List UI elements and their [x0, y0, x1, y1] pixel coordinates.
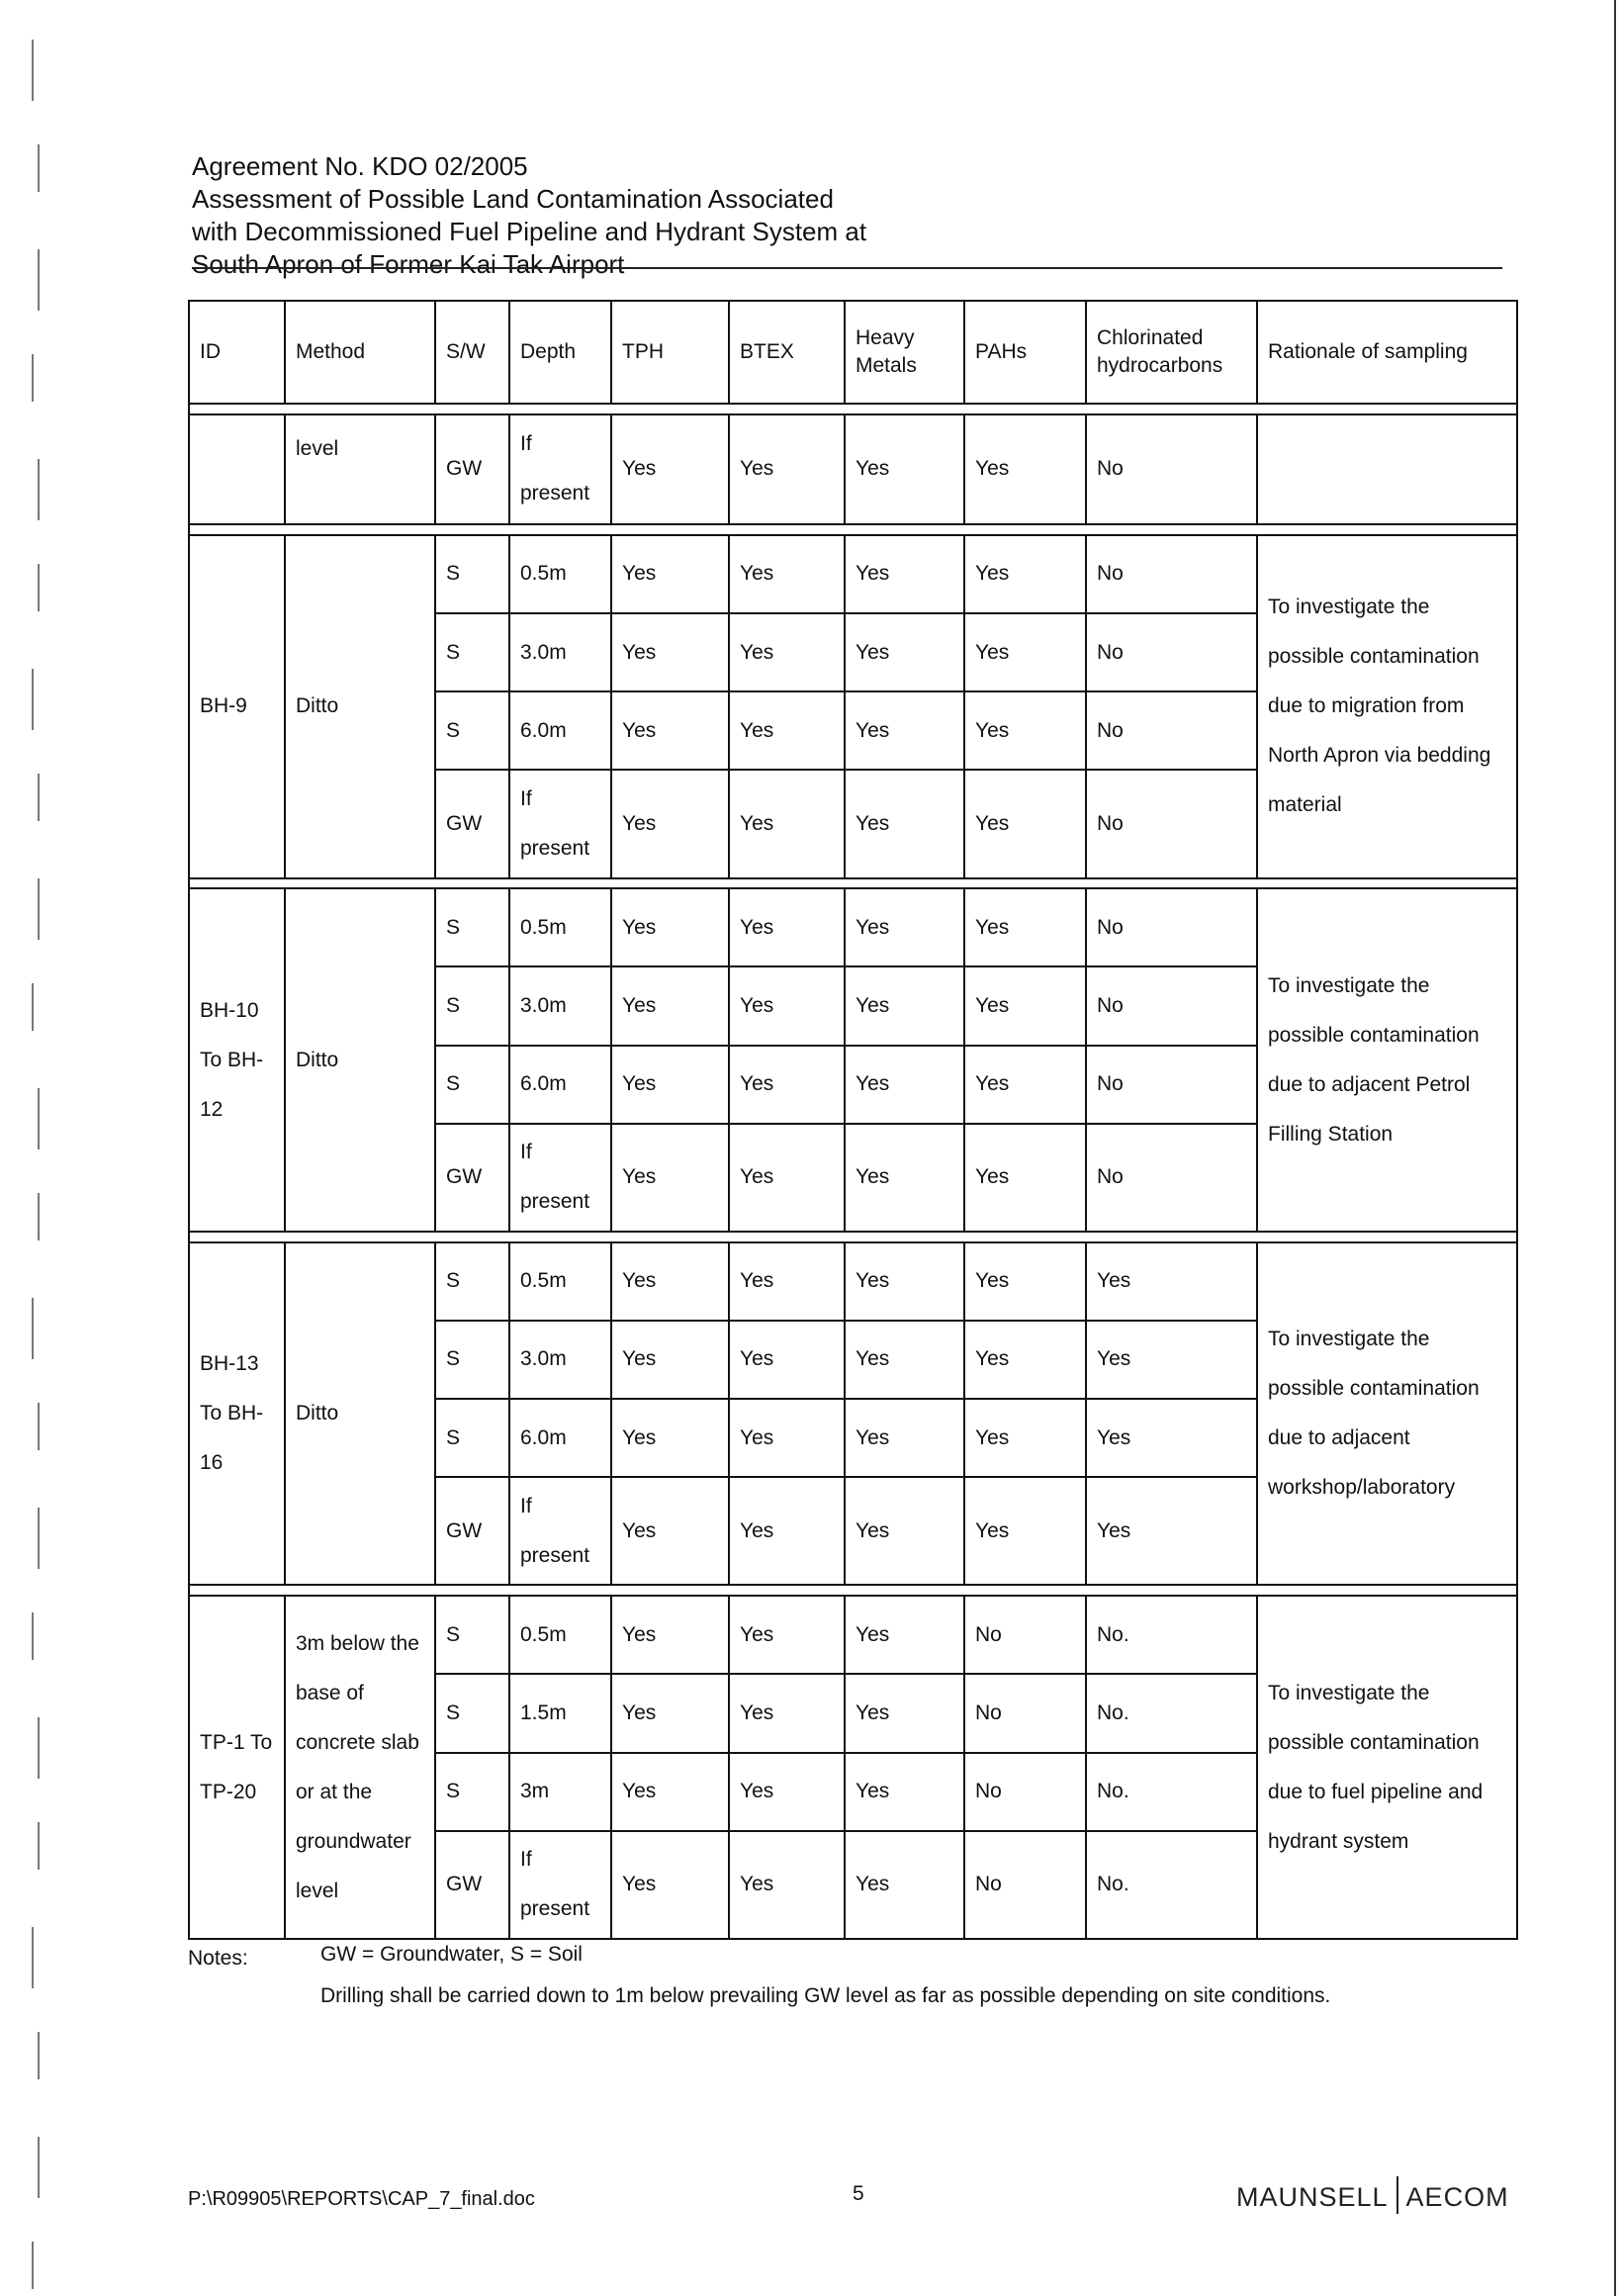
table-blocks [189, 524, 1517, 1939]
binding-mark [32, 40, 38, 101]
col-header-chlorinated: Chlorinated hydrocarbons [1086, 301, 1257, 404]
btex-cell: Yes [729, 770, 845, 877]
depth-cell: If present [509, 414, 611, 524]
col-header-tph: TPH [611, 301, 729, 404]
pahs-cell: Yes [964, 1321, 1086, 1399]
tph-cell: Yes [611, 1477, 729, 1585]
logo-divider [1396, 2176, 1398, 2214]
chlorinated-cell: Yes [1086, 1399, 1257, 1477]
block-spacer [189, 404, 1517, 414]
id-cell: BH-9 [189, 535, 285, 878]
header-line-title-2: with Decommissioned Fuel Pipeline and Hydrant System at [192, 217, 867, 246]
tph-cell: Yes [611, 1242, 729, 1321]
sw-cell: S [435, 1242, 509, 1321]
tph-cell: Yes [611, 535, 729, 613]
chlorinated-cell: No [1086, 770, 1257, 877]
notes-legend: GW = Groundwater, S = Soil [320, 1943, 583, 1966]
page-edge-line [1614, 0, 1616, 2296]
col-header-heavy-metals: Heavy Metals [845, 301, 964, 404]
pahs-cell: Yes [964, 1046, 1086, 1124]
depth-cell: If present [509, 1831, 611, 1939]
binding-mark [38, 2032, 44, 2079]
sw-cell: S [435, 1753, 509, 1831]
heavy-metals-cell: Yes [845, 1477, 964, 1585]
pahs-cell: Yes [964, 1124, 1086, 1232]
sw-cell: S [435, 888, 509, 966]
btex-cell: Yes [729, 1242, 845, 1321]
block-spacer [189, 878, 1517, 889]
btex-cell: Yes [729, 966, 845, 1045]
chlorinated-cell: No [1086, 535, 1257, 613]
chlorinated-cell: No [1086, 1124, 1257, 1232]
table-row [189, 888, 1517, 966]
binding-mark [38, 1822, 44, 1870]
depth-cell: 0.5m [509, 888, 611, 966]
tph-cell: Yes [611, 613, 729, 691]
heavy-metals-cell: Yes [845, 691, 964, 770]
chlorinated-cell: No. [1086, 1674, 1257, 1752]
company-logo [1236, 2176, 1509, 2214]
btex-cell: Yes [729, 1477, 845, 1585]
table-row [189, 414, 1517, 524]
header-line-title-1: Assessment of Possible Land Contamination Associated [192, 184, 834, 214]
binding-mark [32, 354, 38, 402]
chlorinated-cell: No [1086, 414, 1257, 524]
binding-mark [32, 2242, 38, 2289]
page-number: 5 [853, 2182, 864, 2205]
chlorinated-cell: No. [1086, 1831, 1257, 1939]
pahs-cell: Yes [964, 1242, 1086, 1321]
method-cell: Ditto [285, 1242, 435, 1586]
sw-cell: S [435, 535, 509, 613]
binding-mark [32, 1298, 38, 1359]
table-row [189, 1242, 1517, 1321]
col-header-sw: S/W [435, 301, 509, 404]
sw-cell: S [435, 613, 509, 691]
pahs-cell: Yes [964, 888, 1086, 966]
table-row [189, 535, 1517, 613]
binding-mark [38, 2137, 44, 2198]
heavy-metals-cell: Yes [845, 1674, 964, 1752]
col-header-rationale: Rationale of sampling [1257, 301, 1517, 404]
tph-cell: Yes [611, 966, 729, 1045]
col-header-pahs: PAHs [964, 301, 1086, 404]
btex-cell: Yes [729, 1046, 845, 1124]
heavy-metals-cell: Yes [845, 1321, 964, 1399]
heavy-metals-cell: Yes [845, 1399, 964, 1477]
method-cell: Ditto [285, 888, 435, 1232]
binding-mark [32, 983, 38, 1031]
rationale-cell: To investigate the possible contamination due to fuel pipeline and hydrant system [1257, 1596, 1517, 1939]
tph-cell: Yes [611, 1753, 729, 1831]
sw-cell: GW [435, 1831, 509, 1939]
depth-cell: 3.0m [509, 1321, 611, 1399]
btex-cell: Yes [729, 1596, 845, 1674]
table-header-row [189, 301, 1517, 404]
binding-marks [18, 0, 67, 2296]
tph-cell: Yes [611, 414, 729, 524]
sw-cell: GW [435, 1477, 509, 1585]
depth-cell: 6.0m [509, 1046, 611, 1124]
binding-mark [38, 1403, 44, 1450]
tph-cell: Yes [611, 1046, 729, 1124]
heavy-metals-cell: Yes [845, 888, 964, 966]
id-cell: BH-10 To BH-12 [189, 888, 285, 1232]
heavy-metals-cell: Yes [845, 1242, 964, 1321]
binding-mark [38, 774, 44, 821]
method-cell: 3m below the base of concrete slab or at the groundwater level [285, 1596, 435, 1939]
header-line-title-3: South Apron of Former Kai Tak Airport [192, 249, 625, 279]
id-cell: BH-13 To BH-16 [189, 1242, 285, 1586]
rationale-cell: To investigate the possible contamination due to migration from North Apron via bedding material [1257, 535, 1517, 878]
binding-mark [38, 1088, 44, 1149]
binding-mark [38, 1508, 44, 1569]
pahs-cell: Yes [964, 414, 1086, 524]
btex-cell: Yes [729, 1831, 845, 1939]
tph-cell: Yes [611, 1321, 729, 1399]
pahs-cell: No [964, 1831, 1086, 1939]
tph-cell: Yes [611, 691, 729, 770]
heavy-metals-cell: Yes [845, 1124, 964, 1232]
tph-cell: Yes [611, 770, 729, 877]
btex-cell: Yes [729, 1753, 845, 1831]
btex-cell: Yes [729, 1321, 845, 1399]
binding-mark [38, 249, 44, 311]
heavy-metals-cell: Yes [845, 1753, 964, 1831]
tph-cell: Yes [611, 1124, 729, 1232]
binding-mark [38, 1193, 44, 1240]
footer-file-path: P:\R09905\REPORTS\CAP_7_final.doc [188, 2188, 535, 2210]
binding-mark [32, 1612, 38, 1660]
depth-cell: If present [509, 1124, 611, 1232]
heavy-metals-cell: Yes [845, 1831, 964, 1939]
id-cell [189, 414, 285, 524]
binding-mark [38, 564, 44, 611]
sw-cell: GW [435, 770, 509, 877]
sw-cell: S [435, 1674, 509, 1752]
notes-label: Notes: [188, 1947, 248, 1970]
depth-cell: 3m [509, 1753, 611, 1831]
pahs-cell: Yes [964, 613, 1086, 691]
col-header-method: Method [285, 301, 435, 404]
heavy-metals-cell: Yes [845, 613, 964, 691]
depth-cell: 0.5m [509, 1596, 611, 1674]
table-row [189, 1596, 1517, 1674]
depth-cell: 6.0m [509, 691, 611, 770]
sw-cell: S [435, 1596, 509, 1674]
sw-cell: S [435, 1046, 509, 1124]
binding-mark [38, 144, 44, 192]
chlorinated-cell: No [1086, 691, 1257, 770]
btex-cell: Yes [729, 1674, 845, 1752]
depth-cell: 0.5m [509, 1242, 611, 1321]
sw-cell: GW [435, 414, 509, 524]
btex-cell: Yes [729, 613, 845, 691]
pahs-cell: Yes [964, 770, 1086, 877]
binding-mark [32, 1927, 38, 1988]
chlorinated-cell: Yes [1086, 1321, 1257, 1399]
depth-cell: 1.5m [509, 1674, 611, 1752]
col-header-btex: BTEX [729, 301, 845, 404]
heavy-metals-cell: Yes [845, 770, 964, 877]
heavy-metals-cell: Yes [845, 966, 964, 1045]
heavy-metals-cell: Yes [845, 1596, 964, 1674]
method-cell: level [285, 414, 435, 524]
sw-cell: GW [435, 1124, 509, 1232]
btex-cell: Yes [729, 1124, 845, 1232]
id-cell: TP-1 To TP-20 [189, 1596, 285, 1939]
tph-cell: Yes [611, 1399, 729, 1477]
sw-cell: S [435, 966, 509, 1045]
btex-cell: Yes [729, 535, 845, 613]
binding-mark [32, 669, 38, 730]
chlorinated-cell: No [1086, 888, 1257, 966]
block-spacer [189, 1232, 1517, 1242]
binding-mark [38, 1717, 44, 1779]
chlorinated-cell: No [1086, 613, 1257, 691]
chlorinated-cell: No. [1086, 1596, 1257, 1674]
pahs-cell: Yes [964, 966, 1086, 1045]
tph-cell: Yes [611, 1596, 729, 1674]
sw-cell: S [435, 691, 509, 770]
col-header-id: ID [189, 301, 285, 404]
depth-cell: If present [509, 1477, 611, 1585]
rationale-cell [1257, 414, 1517, 524]
heavy-metals-cell: Yes [845, 1046, 964, 1124]
btex-cell: Yes [729, 888, 845, 966]
chlorinated-cell: No. [1086, 1753, 1257, 1831]
depth-cell: 3.0m [509, 613, 611, 691]
logo-aecom: AECOM [1405, 2182, 1509, 2212]
sampling-table [188, 300, 1518, 1940]
block-spacer [189, 1585, 1517, 1596]
rationale-cell: To investigate the possible contamination due to adjacent workshop/laboratory [1257, 1242, 1517, 1586]
tph-cell: Yes [611, 1674, 729, 1752]
tph-cell: Yes [611, 888, 729, 966]
method-cell: Ditto [285, 535, 435, 878]
pahs-cell: No [964, 1674, 1086, 1752]
depth-cell: 3.0m [509, 966, 611, 1045]
depth-cell: 6.0m [509, 1399, 611, 1477]
block-spacer [189, 524, 1517, 535]
notes-drilling: Drilling shall be carried down to 1m below prevailing GW level as far as possible depending on site conditions. [320, 1984, 1331, 2007]
pahs-cell: No [964, 1596, 1086, 1674]
sw-cell: S [435, 1321, 509, 1399]
heavy-metals-cell: Yes [845, 414, 964, 524]
depth-cell: 0.5m [509, 535, 611, 613]
rationale-cell: To investigate the possible contamination due to adjacent Petrol Filling Station [1257, 888, 1517, 1232]
pahs-cell: Yes [964, 691, 1086, 770]
tph-cell: Yes [611, 1831, 729, 1939]
chlorinated-cell: No [1086, 1046, 1257, 1124]
binding-mark [38, 878, 44, 940]
header-rule [192, 267, 1502, 269]
sw-cell: S [435, 1399, 509, 1477]
binding-mark [38, 459, 44, 520]
logo-maunsell: MAUNSELL [1236, 2182, 1389, 2212]
col-header-depth: Depth [509, 301, 611, 404]
btex-cell: Yes [729, 1399, 845, 1477]
depth-cell: If present [509, 770, 611, 877]
pahs-cell: No [964, 1753, 1086, 1831]
btex-cell: Yes [729, 691, 845, 770]
btex-cell: Yes [729, 414, 845, 524]
pahs-cell: Yes [964, 1477, 1086, 1585]
document-header [192, 150, 1502, 281]
pahs-cell: Yes [964, 535, 1086, 613]
heavy-metals-cell: Yes [845, 535, 964, 613]
chlorinated-cell: Yes [1086, 1477, 1257, 1585]
chlorinated-cell: Yes [1086, 1242, 1257, 1321]
pahs-cell: Yes [964, 1399, 1086, 1477]
header-line-agreement: Agreement No. KDO 02/2005 [192, 151, 528, 181]
chlorinated-cell: No [1086, 966, 1257, 1045]
